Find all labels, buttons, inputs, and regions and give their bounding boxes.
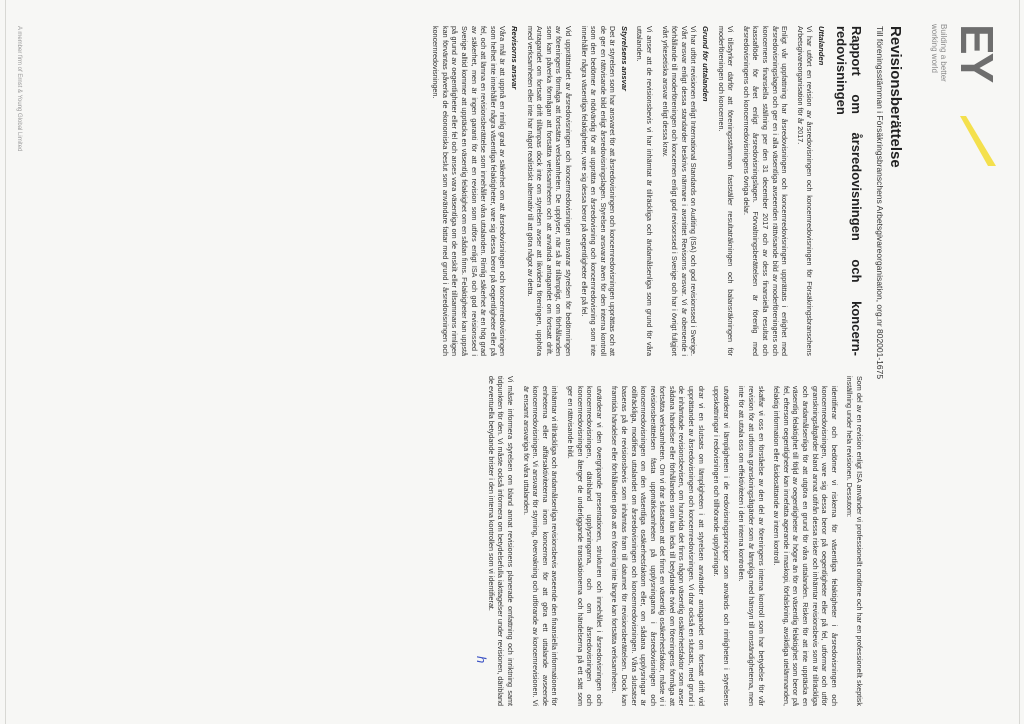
logo-tagline-2: working world bbox=[930, 24, 939, 73]
paragraph: Det är styrelsen som har ansvaret för att årsredovisningen och koncernredovisningen upprättas och att de ger en rättvisande bild enligt årsredovisningslagen. Styrelsen ansvarar även för den interna kontroll som den bedömer är nödvändig för att upprätta en årsredovisning och koncernredovisning som inte innehåller några väsentliga felaktigheter, vare sig dessa beror på oegentligheter eller på fel. bbox=[579, 26, 618, 356]
paragraph: Vi har utfört en revision av årsredovisningen och koncernredovisningen för Försäkringsbranschens Arbetsgivareorganisation för år 2017. bbox=[795, 26, 815, 356]
subheading-styrelsens-ansvar: Styrelsens ansvar bbox=[619, 26, 629, 92]
bullet-paragraph: identifierar och bedömer vi riskerna för väsentliga felaktigheter i årsredovisningen och koncernredovisningen, vare sig dessa beror på oegentligheter eller på fel, utformar och utför granskningsåtgärder bland annat utifrån dessa risker och inhämtar revisionsbevis som är tillräckliga och ändamålsenliga för att utgöra en grund för våra uttalanden. Risken för att inte upptäcka en väsentlig felaktighet till följd av oegentligheter är högre än för en väsentlig felaktighet som beror på fel, eftersom oegentligheter kan innefatta agerande i maskopi, förfalskning, avsiktliga utelämnanden, felaktig information eller åsidosättande av intern kontroll. bbox=[772, 386, 839, 706]
paragraph: Vi har utfört revisionen enligt International Standards on Auditing (ISA) och god revisionssed i Sverige. Vårt ansvar enligt dessa standarder beskrivs närmare i avsnittet Revisorns ansvar. Vi är oberoende i förhållande till moderföreningen och koncernen enligt god revisorssed i Sverige och har i övrigt fullgjort vårt yrkesetiska ansvar enligt dessa krav. bbox=[660, 26, 699, 356]
paragraph: Vi måste informera styrelsen om bland annat revisionens planerade omfattning och inriktning samt tidpunkten för den. Vi måste också informera om betydelsefulla iakttagelser under revisionen, däribland de eventuella betydande brister i den interna kontrollen som vi identifierat. bbox=[486, 376, 515, 706]
bullet-paragraph: utvärderar vi lämpligheten i de redovisningsprinciper som används och rimligheten i styrelsens uppskattningar i redovisningen och tillhörande upplysningar. bbox=[712, 386, 731, 706]
logo-tagline-1: Building a better bbox=[939, 24, 948, 82]
subheading-grund: Grund för uttalanden bbox=[701, 26, 711, 102]
subheading-revisorns-ansvar: Revisorns ansvar bbox=[509, 26, 519, 90]
subheading-uttalanden: Uttalanden bbox=[817, 26, 826, 66]
paragraph: Vi tillstyrker därför att föreningsstämman fastställer resultaträkningen och balansräkningen för moderföreningen och koncernen. bbox=[716, 26, 736, 356]
report-column-left bbox=[425, 26, 864, 356]
paragraph: Våra mål är att uppnå en rimlig grad av säkerhet om att årsredovisningen och koncernredovisningen som helhet inte innehåller några väsentliga felaktigheter, vare sig dessa beror på oegentligheter eller på fel, och att lämna en revisionsberättelse som innehåller våra uttalanden. Rimlig säkerhet är en hög grad av säkerhet, men är ingen garanti för att en revision som utförs enligt ISA och god revisionssed i Sverige alltid kommer att upptäcka en väsentlig felaktighet om en sådan finns. Felaktigheter kan uppstå på grund av oegentligheter eller fel och anses vara väsentliga om de enskilt eller tillsammans rimligen kan förväntas påverka de ekonomiska beslut som användare fattar med grund i årsredovisningen och koncernredovisningen. bbox=[431, 26, 508, 356]
paragraph: Vi anser att de revisionsbevis vi har inhämtat är tillräckliga och ändamålsenliga som grund för våra uttalanden. bbox=[635, 26, 655, 356]
ey-brand-mark: EY bbox=[951, 24, 1003, 82]
bullet-paragraph: skaffar vi oss en förståelse av den del av föreningens interna kontroll som har betydelse för vår revision för att utforma granskningsåtgärder som är lämpliga med hänsyn till omständigheterna, men inte för att uttala oss om effektiviteten i den interna kontrollen. bbox=[737, 386, 766, 706]
footer-note: A member firm of Ernst & Young Global Limited bbox=[16, 26, 22, 152]
paragraph: Vid upprättandet av årsredovisningen och koncernredovisningen ansvarar styrelsen för bedömningen av föreningens förmåga att fortsätta verksamheten. De upplyser, när så är tillämpligt, om förhållanden som kan påverka förmågan att fortsätta verksamheten och att använda antagandet om fortsatt drift. Antagandet om fortsatt drift tillämpas dock inte om styrelsen avser att likvidera föreningen, upphöra med verksamheten eller inte har något realistiskt alternativ till att göra något av detta. bbox=[525, 26, 573, 356]
document-title: Revisionsberättelse bbox=[887, 26, 904, 168]
addressee-line: Till föreningsstämman i Försäkringsbranschens Arbetsgivareorganisation, org.nr 802001-1675 bbox=[875, 26, 885, 380]
bullet-paragraph: inhämtar vi tillräckliga och ändamålsenliga revisionsbevis avseende den finansiella informationen för enheterna eller affärsaktiviteterna inom koncernen för att göra ett uttalande avseende koncernredovisningen. Vi ansvarar för styrning, övervakning och utförande av koncernrevisionen. Vi är ensamt ansvariga för våra uttalanden. bbox=[521, 386, 560, 706]
ey-beam-icon bbox=[960, 116, 1006, 166]
paragraph: Enligt vår uppfattning har årsredovisningen och koncernredovisningen upprättats i enlighet med årsredovisningslagen och ger en i alla väsentliga avseenden rättvisande bild av moderföreningens och koncernens finansiella ställning per den 31 december 2017 och av dess finansiella resultat och kassaflöde för året enligt årsredovisningslagen. Förvaltningsberättelsen är förenlig med årsredovisningens och koncernredovisningens övriga delar. bbox=[741, 26, 790, 356]
section-title: Rapport om årsredovisningen och koncern-redovisningen bbox=[834, 26, 864, 356]
bullet-paragraph: drar vi en slutsats om lämpligheten i att styrelsen använder antagandet om fortsatt drift vid upprättandet av årsredovisningen och koncernredovisningen. Vi drar också en slutsats, med grund i de inhämtade revisionsbevisen, om huruvida det finns någon väsentlig osäkerhetsfaktor som avser sådana händelser eller förhållanden som kan leda till betydande tvivel om föreningens förmåga att fortsätta verksamheten. Om vi drar slutsatsen att det finns en väsentlig osäkerhetsfaktor, måste vi i revisionsberättelsen fästa uppmärksamheten på upplysningarna i årsredovisningen och koncernredovisningen om den väsentliga osäkerhetsfaktorn eller, om sådana upplysningar är otillräckliga, modifiera uttalandet om årsredovisningen och koncernredovisningen. Våra slutsatser baseras på de revisionsbevis som inhämtas fram till datumet för revisionsberättelsen. Dock kan framtida händelser eller förhållanden göra att en förening inte längre kan fortsätta verksamheten. bbox=[610, 386, 706, 706]
handwritten-initials: h bbox=[474, 656, 490, 664]
report-column-right bbox=[469, 376, 864, 706]
paragraph: Som del av en revision enligt ISA använder vi professionellt omdöme och har en professionellt skeptisk inställning under hela revisionen. Dessutom: bbox=[845, 376, 864, 706]
bullet-paragraph: utvärderar vi den övergripande presentationen, strukturen och innehållet i årsredovisningen och koncernredovisningen, däribland upplysningarna, och om årsredovisningen och koncernredovisningen återger de underliggande transaktionerna och händelserna på ett sätt som ger en rättvisande bild. bbox=[565, 386, 604, 706]
